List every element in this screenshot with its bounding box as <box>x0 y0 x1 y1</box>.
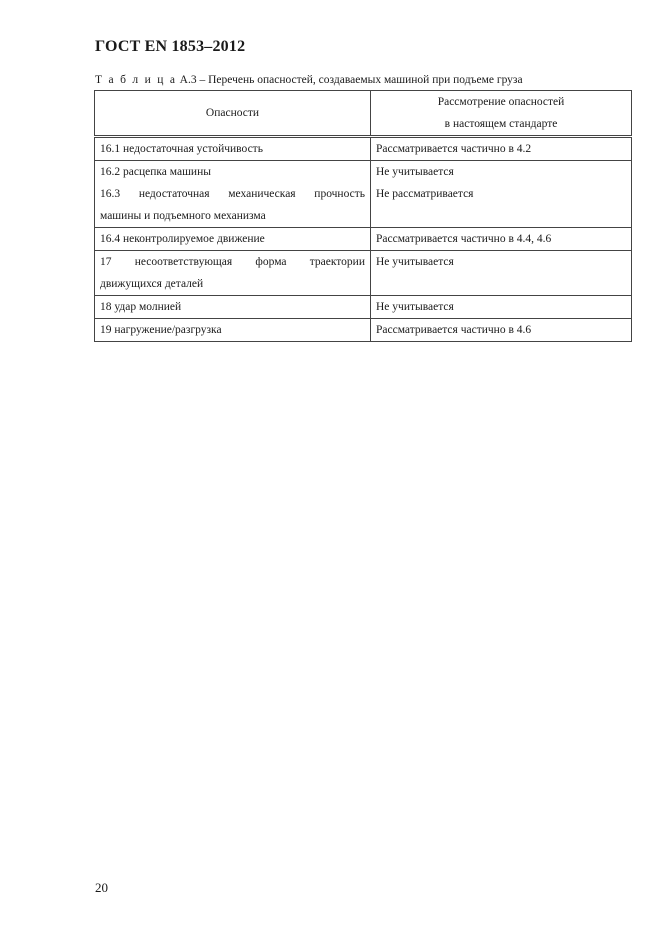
document-header: ГОСТ EN 1853–2012 <box>95 38 246 55</box>
column-header-hazards-label: Опасности <box>205 107 260 119</box>
column-header-hazards <box>95 91 371 137</box>
status-cell: Не учитывается <box>371 161 632 184</box>
table-row <box>95 251 632 296</box>
hazard-cell: 16.2 расцепка машины <box>95 161 371 184</box>
table-row <box>95 183 632 228</box>
hazard-cell-line2: движущихся деталей <box>100 278 204 290</box>
hazards-table <box>94 90 632 342</box>
status-cell: Рассматривается частично в 4.2 <box>371 137 632 161</box>
table-caption <box>95 74 523 86</box>
caption-label: Т а б л и ц а <box>95 74 177 86</box>
status-cell: Не учитывается <box>371 296 632 319</box>
table-row <box>95 161 632 184</box>
hazard-cell <box>95 183 371 228</box>
status-cell: Рассматривается частично в 4.4, 4.6 <box>371 228 632 251</box>
hazard-cell <box>95 251 371 296</box>
table-row <box>95 228 632 251</box>
hazard-cell: 16.1 недостаточная устойчивость <box>95 137 371 161</box>
table-row <box>95 296 632 319</box>
hazard-cell: 16.4 неконтролируемое движение <box>95 228 371 251</box>
column-header-consideration-line2: в настоящем стандарте <box>444 118 558 130</box>
status-cell: Не учитывается <box>371 251 632 296</box>
hazard-cell-line1: 17 несоответствующая форма траектории <box>100 256 365 268</box>
table-header-row <box>95 91 632 137</box>
table-row <box>95 137 632 161</box>
page-number: 20 <box>95 880 108 895</box>
column-header-consideration-line1: Рассмотрение опасностей <box>437 96 565 108</box>
caption-text: А.3 – Перечень опасностей, создаваемых машиной при подъеме груза <box>176 74 523 86</box>
status-cell: Не рассматривается <box>371 183 632 228</box>
table-row <box>95 319 632 342</box>
hazard-cell: 18 удар молнией <box>95 296 371 319</box>
column-header-consideration <box>371 91 632 137</box>
hazard-cell-line1: 16.3 недостаточная механическая прочность <box>100 188 365 200</box>
hazard-cell-line2: машины и подъемного механизма <box>100 210 266 222</box>
hazard-cell: 19 нагружение/разгрузка <box>95 319 371 342</box>
status-cell: Рассматривается частично в 4.6 <box>371 319 632 342</box>
